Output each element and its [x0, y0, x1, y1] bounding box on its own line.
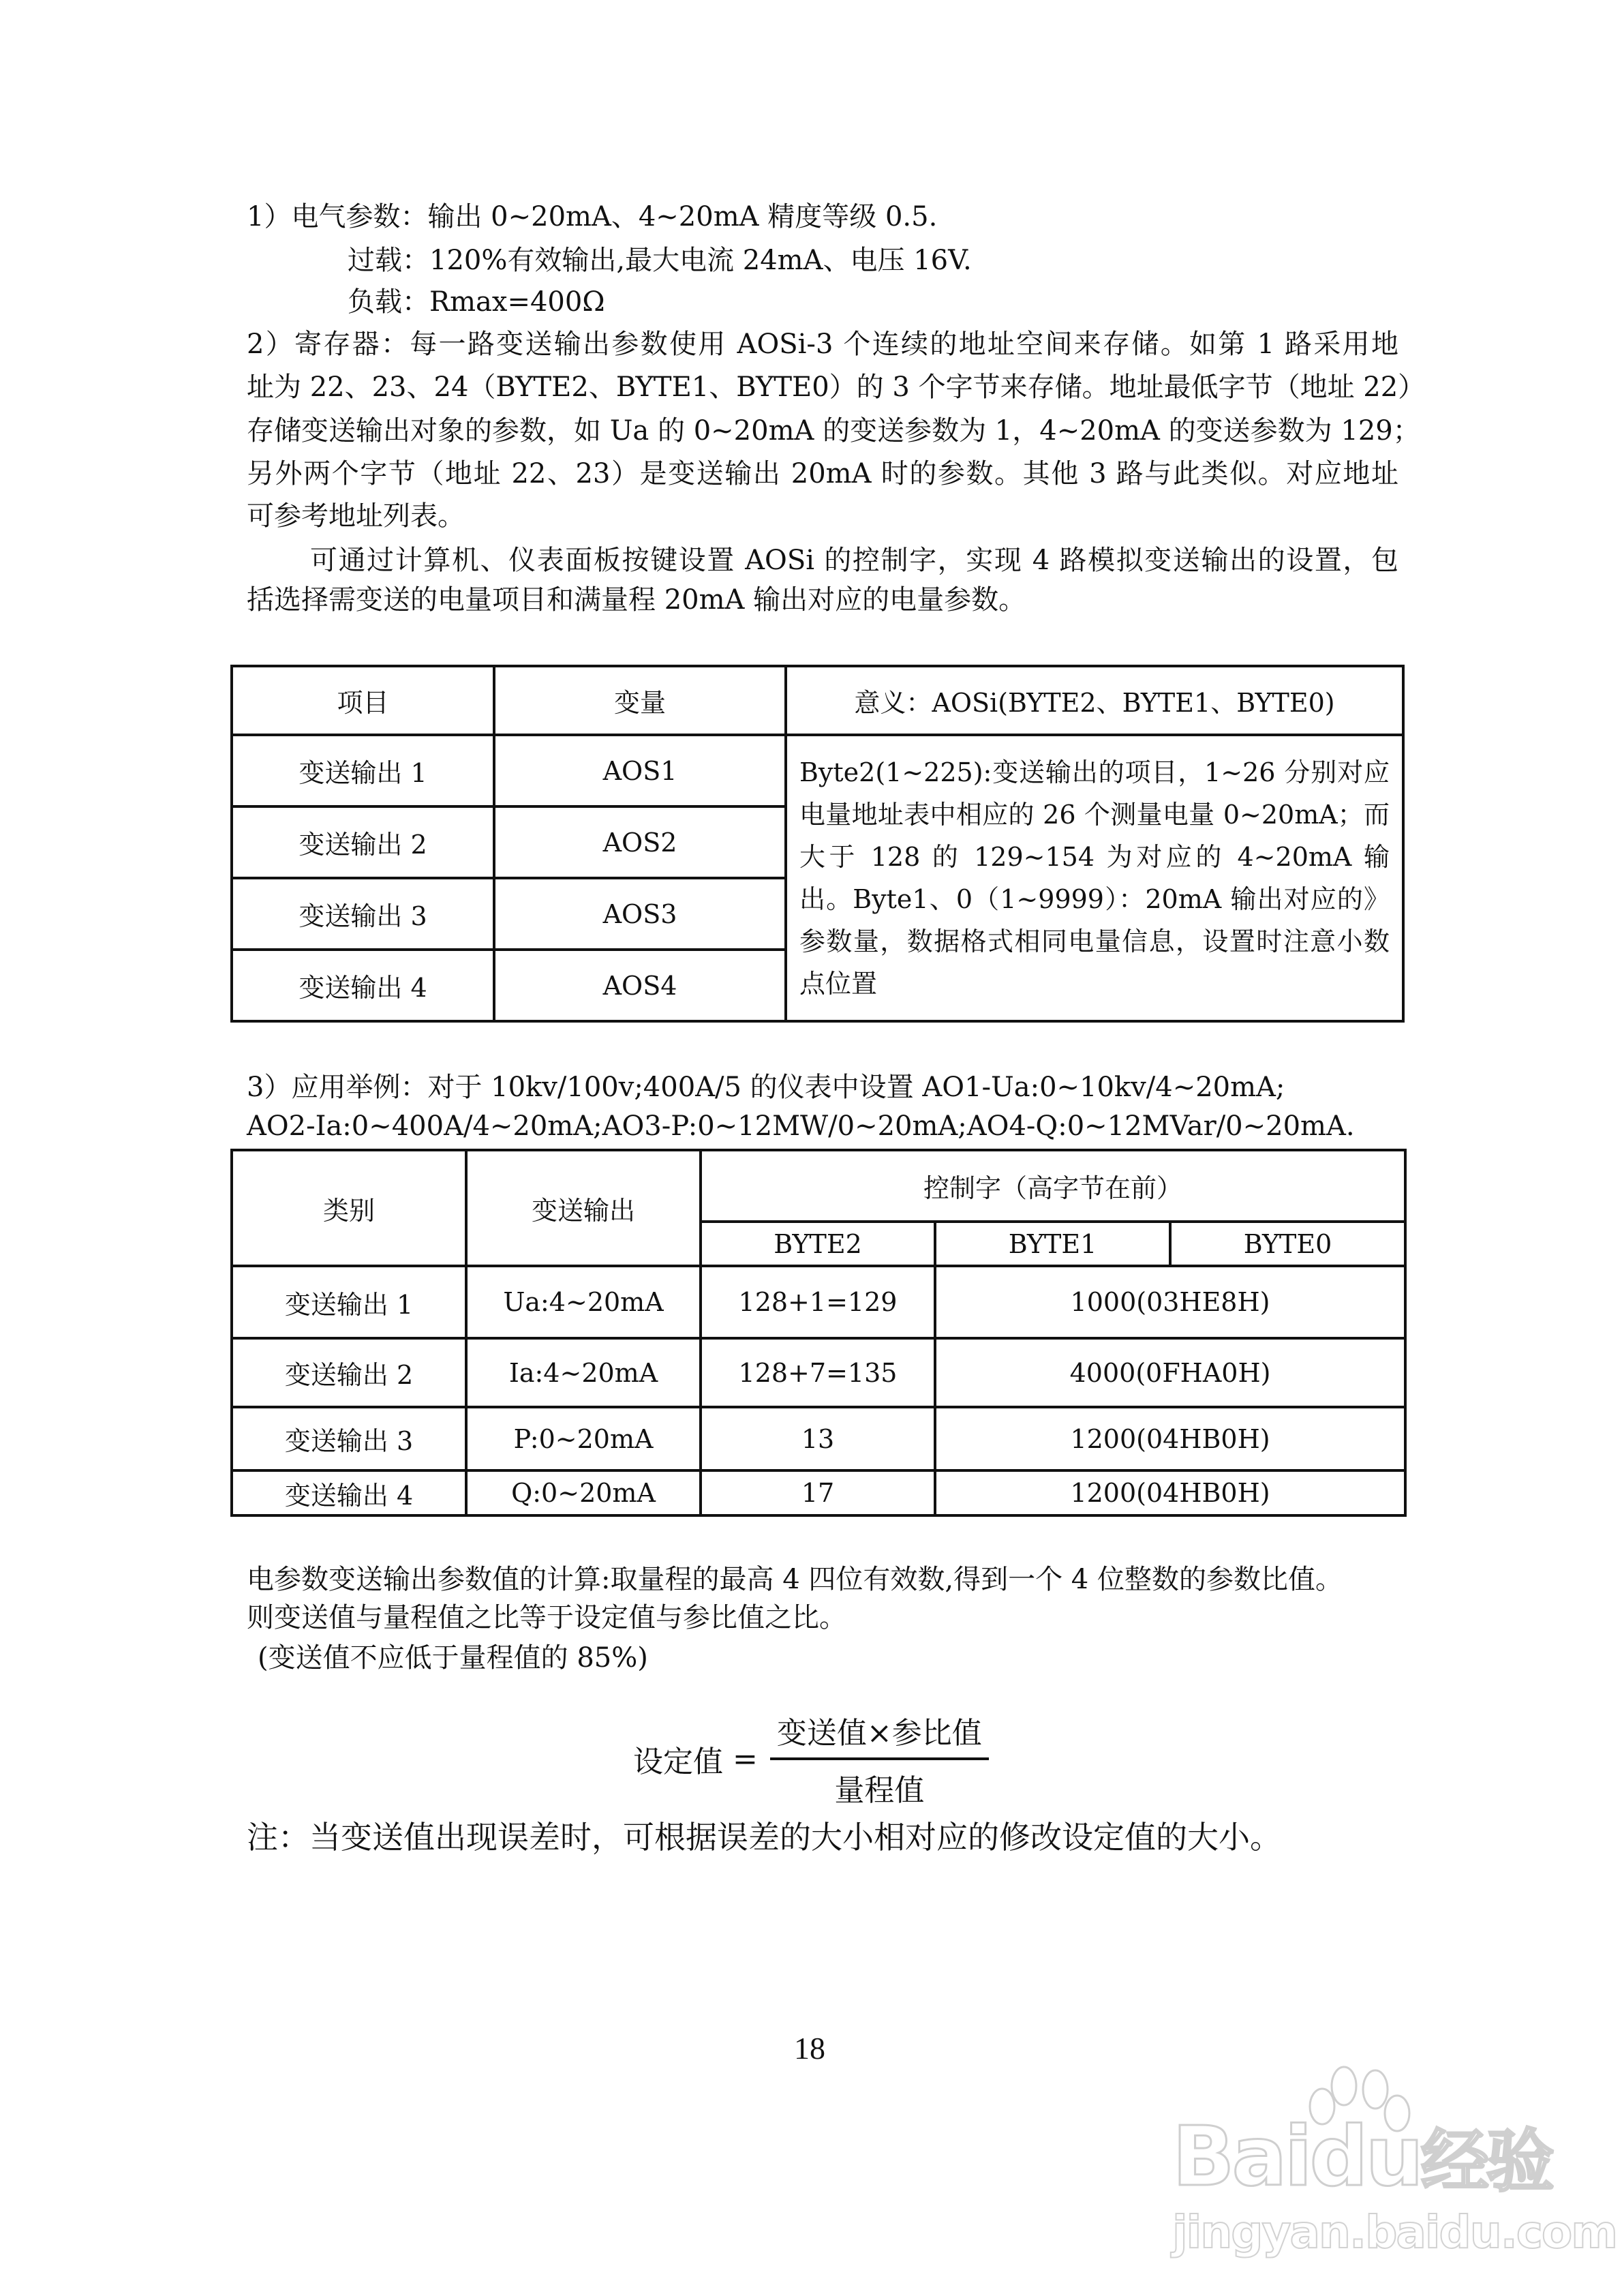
header-byte1: BYTE1 — [935, 1222, 1170, 1266]
example-line-1: 3）应用举例：对于 10kv/100v;400A/5 的仪表中设置 AO1-Ua:0~10kv/4~20mA; — [247, 1072, 1285, 1103]
variable-cell: AOS4 — [494, 950, 786, 1021]
category-cell: 变送输出 3 — [232, 1407, 466, 1470]
watermark-du: du — [1309, 2110, 1421, 2205]
meaning-cell: Byte2(1~225):变送输出的项目，1~26 分别对应电量地址表中相应的 26 个测量电量 0~20mA；而大于 128 的 129~154 为对应的 4~20mA 输出。Byte1、0（1~9999）：20mA 输出对应的》参数量，数据格式相同电量信息，设置时注意小数点位置 — [786, 735, 1403, 1021]
header-byte0: BYTE0 — [1170, 1222, 1405, 1266]
calc-line-2: 则变送值与量程值之比等于设定值与参比值之比。 — [247, 1602, 846, 1633]
output-cell: Ua:4~20mA — [466, 1266, 701, 1338]
header-control-word: 控制字（高字节在前） — [701, 1150, 1405, 1222]
category-cell: 变送输出 4 — [232, 1470, 466, 1515]
table-header-row — [232, 1150, 1405, 1222]
variable-cell: AOS1 — [494, 735, 786, 806]
byte1-byte0-cell: 1200(04HB0H) — [935, 1470, 1405, 1515]
header-variable: 变量 — [494, 666, 786, 735]
register-line-5: 可参考地址列表。 — [247, 500, 465, 532]
overload-line: 过载：120%有效输出,最大电流 24mA、电压 16V. — [348, 245, 972, 276]
watermark-brand — [1172, 2110, 1552, 2206]
header-category: 类别 — [232, 1150, 466, 1266]
note-line: 注：当变送值出现误差时，可根据误差的大小相对应的修改设定值的大小。 — [247, 1819, 1281, 1856]
byte2-cell: 17 — [701, 1470, 935, 1515]
register-line-3: 存储变送输出对象的参数，如 Ua 的 0~20mA 的变送参数为 1，4~20mA 的变送参数为 129； — [247, 415, 1420, 447]
byte1-byte0-cell: 4000(0FHA0H) — [935, 1338, 1405, 1407]
item-cell: 变送输出 1 — [232, 735, 494, 806]
byte2-cell: 128+7=135 — [701, 1338, 935, 1407]
setpoint-formula — [633, 1704, 989, 1813]
electrical-params-line: 1）电气参数：输出 0~20mA、4~20mA 精度等级 0.5. — [247, 201, 938, 232]
category-cell: 变送输出 2 — [232, 1338, 466, 1407]
load-line: 负载：Rmax=400Ω — [348, 286, 605, 318]
control-word-table — [230, 1149, 1407, 1517]
header-byte2: BYTE2 — [701, 1222, 935, 1266]
table-row — [232, 1338, 1405, 1407]
formula-denominator: 量程值 — [834, 1773, 925, 1808]
byte1-byte0-cell: 1200(04HB0H) — [935, 1407, 1405, 1470]
item-cell: 变送输出 3 — [232, 878, 494, 950]
table-row — [232, 1470, 1405, 1515]
settings-paragraph-line-2: 括选择需变送的电量项目和满量程 20mA 输出对应的电量参数。 — [247, 584, 1026, 616]
settings-paragraph-line-1: 可通过计算机、仪表面板按键设置 AOSi 的控制字，实现 4 路模拟变送输出的设置，包 — [310, 545, 1398, 576]
category-cell: 变送输出 1 — [232, 1266, 466, 1338]
baidu-jingyan-watermark — [1172, 2072, 1617, 2277]
table-header-row — [232, 666, 1403, 735]
table-row — [232, 735, 1403, 806]
table-row — [232, 1266, 1405, 1338]
calc-line-3: (变送值不应低于量程值的 85%) — [258, 1642, 648, 1674]
register-line-2: 址为 22、23、24（BYTE2、BYTE1、BYTE0）的 3 个字节来存储。地址最低字节（地址 22） — [247, 372, 1426, 403]
byte2-cell: 128+1=129 — [701, 1266, 935, 1338]
aos-variable-table — [230, 665, 1405, 1023]
watermark-jingyan: 经验 — [1420, 2121, 1552, 2201]
output-cell: P:0~20mA — [466, 1407, 701, 1470]
byte1-byte0-cell: 1000(03HE8H) — [935, 1266, 1405, 1338]
output-cell: Q:0~20mA — [466, 1470, 701, 1515]
variable-cell: AOS2 — [494, 806, 786, 878]
item-cell: 变送输出 4 — [232, 950, 494, 1021]
item-cell: 变送输出 2 — [232, 806, 494, 878]
header-item: 项目 — [232, 666, 494, 735]
table-row — [232, 1407, 1405, 1470]
formula-equals: = — [733, 1741, 758, 1777]
page-number: 18 — [794, 2031, 825, 2066]
formula-lhs: 设定值 — [633, 1744, 723, 1779]
byte2-cell: 13 — [701, 1407, 935, 1470]
variable-cell: AOS3 — [494, 878, 786, 950]
register-line-4: 另外两个字节（地址 22、23）是变送输出 20mA 时的参数。其他 3 路与此类似。对应地址 — [247, 458, 1398, 489]
example-line-2: AO2-Ia:0~400A/4~20mA;AO3-P:0~12MW/0~20mA;AO4-Q:0~12MVar/0~20mA. — [247, 1111, 1355, 1142]
calc-line-1: 电参数变送输出参数值的计算:取量程的最高 4 四位有效数,得到一个 4 位整数的参数比值。 — [247, 1564, 1343, 1595]
watermark-bai: Bai — [1172, 2110, 1310, 2205]
header-meaning: 意义：AOSi(BYTE2、BYTE1、BYTE0) — [786, 666, 1403, 735]
formula-fraction — [770, 1708, 989, 1809]
header-output: 变送输出 — [466, 1150, 701, 1266]
output-cell: Ia:4~20mA — [466, 1338, 701, 1407]
register-line-1: 2）寄存器：每一路变送输出参数使用 AOSi-3 个连续的地址空间来存储。如第 1 路采用地 — [247, 329, 1398, 360]
watermark-url: jingyan.baidu.com — [1172, 2206, 1617, 2259]
formula-numerator: 变送值×参比值 — [776, 1716, 982, 1751]
